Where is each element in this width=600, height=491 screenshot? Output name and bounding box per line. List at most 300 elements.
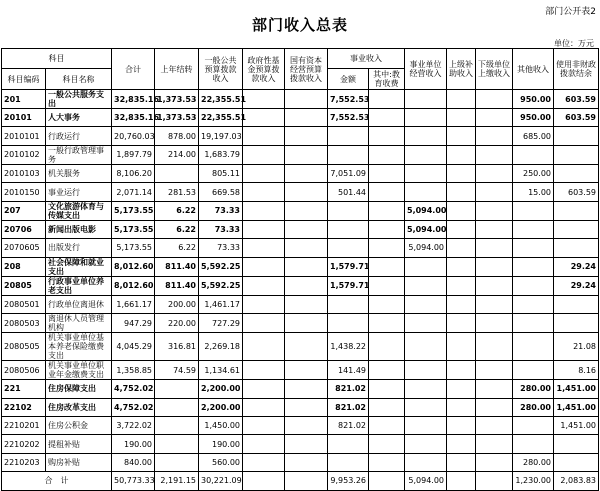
cell-other xyxy=(513,435,554,453)
cell-nontax: 603.59 xyxy=(554,90,599,109)
cell-nontax xyxy=(554,453,599,471)
cell-code: 208 xyxy=(2,257,46,276)
cell-general: 73.33 xyxy=(199,201,243,220)
cell-general: 5,592.25 xyxy=(199,257,243,276)
cell-career xyxy=(328,435,369,453)
cell-empty xyxy=(369,416,405,434)
cell-career xyxy=(328,314,369,333)
cell-unit_op xyxy=(405,314,447,333)
cell-empty xyxy=(476,220,513,238)
cell-code: 20706 xyxy=(2,220,46,238)
table-body xyxy=(2,90,599,491)
cell-name: 行政事业单位养老支出 xyxy=(46,276,112,295)
cell-empty xyxy=(285,239,328,257)
unit-label: 单位：万元 xyxy=(554,39,594,48)
cell-career: 501.44 xyxy=(328,183,369,201)
cell-unit_op xyxy=(405,361,447,380)
cell-empty xyxy=(447,435,476,453)
cell-empty xyxy=(243,145,285,164)
cell-empty xyxy=(447,380,476,398)
header-code: 科目编码 xyxy=(2,69,46,90)
cell-general: 19,197.03 xyxy=(199,127,243,145)
cell-nontax xyxy=(554,145,599,164)
cell-empty xyxy=(369,333,405,361)
cell-general: 2,200.00 xyxy=(199,380,243,398)
header-carryover: 上年结转 xyxy=(155,49,199,90)
cell-other: 250.00 xyxy=(513,164,554,182)
cell-general: 1,134.61 xyxy=(199,361,243,380)
cell-empty xyxy=(285,145,328,164)
cell-carryover: 214.00 xyxy=(155,145,199,164)
cell-name: 住房公积金 xyxy=(46,416,112,434)
table-row xyxy=(2,453,599,471)
cell-general: 727.29 xyxy=(199,314,243,333)
cell-code: 2210202 xyxy=(2,435,46,453)
cell-other xyxy=(513,361,554,380)
table-row xyxy=(2,276,599,295)
cell-code: 2080501 xyxy=(2,295,46,313)
cell-nontax xyxy=(554,164,599,182)
cell-unit_op xyxy=(405,183,447,201)
cell-general: 73.33 xyxy=(199,220,243,238)
cell-empty xyxy=(447,257,476,276)
cell-code: 2010103 xyxy=(2,164,46,182)
cell-empty xyxy=(476,333,513,361)
cell-total: 32,835.16 xyxy=(112,90,155,109)
header-general-budget: 一般公共预算拨款收入 xyxy=(199,49,243,90)
cell-empty xyxy=(243,239,285,257)
cell-code: 207 xyxy=(2,201,46,220)
cell-empty xyxy=(447,127,476,145)
cell-empty xyxy=(243,314,285,333)
cell-other: 950.00 xyxy=(513,90,554,109)
cell-name: 一般公共服务支出 xyxy=(46,90,112,109)
cell-empty xyxy=(243,398,285,416)
table-row xyxy=(2,220,599,238)
cell-carryover: 811.40 xyxy=(155,276,199,295)
table-row xyxy=(2,398,599,416)
cell-empty xyxy=(285,295,328,313)
cell-total: 5,173.55 xyxy=(112,220,155,238)
cell-empty xyxy=(476,201,513,220)
cell-empty xyxy=(243,333,285,361)
table-number-label: 部门公开表2 xyxy=(545,7,596,17)
cell-carryover: 811.40 xyxy=(155,257,199,276)
cell-general: 1,683.79 xyxy=(199,145,243,164)
table-row xyxy=(2,109,599,127)
total-nontax: 2,083.83 xyxy=(554,472,599,490)
cell-name: 住房改革支出 xyxy=(46,398,112,416)
header-other-income: 其他收入 xyxy=(513,49,554,90)
cell-empty xyxy=(285,127,328,145)
cell-empty xyxy=(476,295,513,313)
cell-empty xyxy=(476,435,513,453)
cell-name: 住房保障支出 xyxy=(46,380,112,398)
cell-unit_op xyxy=(405,90,447,109)
cell-career xyxy=(328,127,369,145)
cell-total: 5,173.55 xyxy=(112,201,155,220)
cell-career: 7,552.53 xyxy=(328,90,369,109)
cell-empty xyxy=(285,361,328,380)
cell-empty xyxy=(369,314,405,333)
cell-career: 141.49 xyxy=(328,361,369,380)
cell-name: 机关事业单位职业年金缴费支出 xyxy=(46,361,112,380)
cell-general: 5,592.25 xyxy=(199,276,243,295)
cell-name: 人大事务 xyxy=(46,109,112,127)
cell-nontax xyxy=(554,314,599,333)
totals-label: 合 计 xyxy=(2,472,112,490)
cell-empty xyxy=(369,145,405,164)
cell-total: 1,358.85 xyxy=(112,361,155,380)
cell-total: 4,752.02 xyxy=(112,380,155,398)
total-total: 50,773.33 xyxy=(112,472,155,490)
cell-empty xyxy=(447,416,476,434)
cell-carryover: 6.22 xyxy=(155,220,199,238)
cell-empty xyxy=(285,314,328,333)
cell-total: 947.29 xyxy=(112,314,155,333)
cell-empty xyxy=(447,314,476,333)
cell-empty xyxy=(285,435,328,453)
cell-empty xyxy=(369,90,405,109)
cell-nontax: 29.24 xyxy=(554,276,599,295)
cell-nontax: 603.59 xyxy=(554,109,599,127)
cell-empty xyxy=(476,398,513,416)
cell-unit_op xyxy=(405,398,447,416)
cell-general: 2,200.00 xyxy=(199,398,243,416)
table-row xyxy=(2,361,599,380)
cell-unit_op xyxy=(405,109,447,127)
cell-empty xyxy=(285,472,328,490)
cell-unit_op xyxy=(405,333,447,361)
cell-other: 15.00 xyxy=(513,183,554,201)
cell-empty xyxy=(476,109,513,127)
table-row xyxy=(2,416,599,434)
cell-total: 8,012.60 xyxy=(112,276,155,295)
cell-other xyxy=(513,295,554,313)
cell-total: 3,722.02 xyxy=(112,416,155,434)
cell-total: 1,661.17 xyxy=(112,295,155,313)
cell-empty xyxy=(243,201,285,220)
cell-career xyxy=(328,220,369,238)
cell-name: 文化旅游体育与传媒支出 xyxy=(46,201,112,220)
cell-unit_op xyxy=(405,276,447,295)
header-total: 合计 xyxy=(112,49,155,90)
cell-empty xyxy=(447,398,476,416)
cell-career: 1,579.71 xyxy=(328,257,369,276)
total-unit_op: 5,094.00 xyxy=(405,472,447,490)
table-row xyxy=(2,435,599,453)
cell-unit_op xyxy=(405,257,447,276)
cell-empty xyxy=(447,220,476,238)
cell-carryover xyxy=(155,380,199,398)
cell-total: 190.00 xyxy=(112,435,155,453)
table-row xyxy=(2,90,599,109)
header-nontax-fund: 使用非财政拨款结余 xyxy=(554,49,599,90)
cell-career: 1,579.71 xyxy=(328,276,369,295)
cell-carryover: 200.00 xyxy=(155,295,199,313)
cell-career: 821.02 xyxy=(328,416,369,434)
cell-empty xyxy=(243,380,285,398)
cell-carryover: 878.00 xyxy=(155,127,199,145)
cell-empty xyxy=(476,361,513,380)
cell-name: 机关服务 xyxy=(46,164,112,182)
cell-empty xyxy=(243,276,285,295)
cell-empty xyxy=(447,361,476,380)
cell-total: 5,173.55 xyxy=(112,239,155,257)
cell-empty xyxy=(476,90,513,109)
cell-carryover xyxy=(155,453,199,471)
cell-name: 提租补贴 xyxy=(46,435,112,453)
cell-career: 7,051.09 xyxy=(328,164,369,182)
table-row xyxy=(2,183,599,201)
cell-career xyxy=(328,201,369,220)
cell-nontax: 1,451.00 xyxy=(554,398,599,416)
cell-empty xyxy=(369,164,405,182)
cell-other xyxy=(513,201,554,220)
cell-empty xyxy=(243,472,285,490)
cell-career: 1,438.22 xyxy=(328,333,369,361)
cell-nontax: 21.08 xyxy=(554,333,599,361)
cell-general: 73.33 xyxy=(199,239,243,257)
header-career-income: 事业收入 xyxy=(328,49,405,69)
cell-empty xyxy=(476,472,513,490)
cell-total: 840.00 xyxy=(112,453,155,471)
cell-code: 2010102 xyxy=(2,145,46,164)
cell-empty xyxy=(285,109,328,127)
cell-name: 出版发行 xyxy=(46,239,112,257)
cell-carryover: 1,373.53 xyxy=(155,90,199,109)
cell-carryover xyxy=(155,416,199,434)
header-career-edu: 其中:教育收费 xyxy=(369,69,405,90)
cell-total: 20,760.03 xyxy=(112,127,155,145)
cell-unit_op xyxy=(405,127,447,145)
cell-total: 1,897.79 xyxy=(112,145,155,164)
cell-code: 2080503 xyxy=(2,314,46,333)
cell-other xyxy=(513,145,554,164)
cell-career: 7,552.53 xyxy=(328,109,369,127)
cell-name: 社会保障和就业支出 xyxy=(46,257,112,276)
cell-general: 805.11 xyxy=(199,164,243,182)
cell-code: 2210201 xyxy=(2,416,46,434)
cell-code: 221 xyxy=(2,380,46,398)
cell-empty xyxy=(476,416,513,434)
cell-nontax: 1,451.00 xyxy=(554,380,599,398)
cell-other xyxy=(513,239,554,257)
cell-other: 950.00 xyxy=(513,109,554,127)
cell-general: 2,269.18 xyxy=(199,333,243,361)
cell-name: 行政运行 xyxy=(46,127,112,145)
cell-general: 1,450.00 xyxy=(199,416,243,434)
table-row xyxy=(2,314,599,333)
table-row xyxy=(2,145,599,164)
cell-other xyxy=(513,314,554,333)
cell-empty xyxy=(369,257,405,276)
cell-nontax: 29.24 xyxy=(554,257,599,276)
cell-nontax: 603.59 xyxy=(554,183,599,201)
cell-empty xyxy=(369,472,405,490)
cell-empty xyxy=(285,276,328,295)
cell-empty xyxy=(243,183,285,201)
cell-empty xyxy=(285,220,328,238)
table-row xyxy=(2,257,599,276)
cell-other xyxy=(513,276,554,295)
cell-career: 821.02 xyxy=(328,398,369,416)
cell-empty xyxy=(369,453,405,471)
cell-career xyxy=(328,239,369,257)
cell-empty xyxy=(243,127,285,145)
total-carryover: 2,191.15 xyxy=(155,472,199,490)
cell-nontax xyxy=(554,239,599,257)
cell-other xyxy=(513,220,554,238)
cell-career: 821.02 xyxy=(328,380,369,398)
cell-carryover: 1,373.53 xyxy=(155,109,199,127)
cell-nontax xyxy=(554,435,599,453)
cell-empty xyxy=(476,145,513,164)
cell-unit_op: 5,094.00 xyxy=(405,201,447,220)
cell-general: 22,355.51 xyxy=(199,109,243,127)
cell-empty xyxy=(243,109,285,127)
cell-empty xyxy=(369,398,405,416)
cell-empty xyxy=(243,453,285,471)
cell-empty xyxy=(285,416,328,434)
cell-general: 560.00 xyxy=(199,453,243,471)
table-row xyxy=(2,164,599,182)
cell-empty xyxy=(285,257,328,276)
cell-empty xyxy=(243,361,285,380)
cell-code: 201 xyxy=(2,90,46,109)
cell-name: 离退休人员管理机构 xyxy=(46,314,112,333)
header-superior-subsidy: 上级补助收入 xyxy=(447,49,476,90)
cell-carryover: 316.81 xyxy=(155,333,199,361)
cell-name: 机关事业单位基本养老保险缴费支出 xyxy=(46,333,112,361)
cell-empty xyxy=(476,164,513,182)
cell-empty xyxy=(243,257,285,276)
cell-total: 8,012.60 xyxy=(112,257,155,276)
table-row xyxy=(2,295,599,313)
cell-code: 2070605 xyxy=(2,239,46,257)
cell-empty xyxy=(243,295,285,313)
cell-nontax: 8.16 xyxy=(554,361,599,380)
cell-code: 22102 xyxy=(2,398,46,416)
cell-nontax xyxy=(554,220,599,238)
cell-empty xyxy=(476,453,513,471)
cell-carryover: 281.53 xyxy=(155,183,199,201)
header-unit-operation: 事业单位经营收入 xyxy=(405,49,447,90)
cell-empty xyxy=(369,295,405,313)
cell-empty xyxy=(476,257,513,276)
cell-empty xyxy=(243,90,285,109)
cell-code: 2080505 xyxy=(2,333,46,361)
table-row xyxy=(2,127,599,145)
cell-empty xyxy=(476,127,513,145)
totals-row xyxy=(2,472,599,490)
cell-empty xyxy=(447,295,476,313)
cell-empty xyxy=(285,164,328,182)
total-general: 30,221.09 xyxy=(199,472,243,490)
cell-empty xyxy=(285,380,328,398)
cell-name: 行政单位离退休 xyxy=(46,295,112,313)
cell-other xyxy=(513,416,554,434)
cell-code: 20805 xyxy=(2,276,46,295)
cell-nontax: 1,451.00 xyxy=(554,416,599,434)
cell-empty xyxy=(369,239,405,257)
cell-empty xyxy=(369,220,405,238)
cell-empty xyxy=(243,220,285,238)
cell-empty xyxy=(285,333,328,361)
cell-other: 280.00 xyxy=(513,380,554,398)
cell-total: 32,835.16 xyxy=(112,109,155,127)
cell-carryover xyxy=(155,164,199,182)
total-career: 9,953.26 xyxy=(328,472,369,490)
cell-career xyxy=(328,145,369,164)
cell-empty xyxy=(243,435,285,453)
cell-nontax xyxy=(554,201,599,220)
cell-empty xyxy=(476,380,513,398)
cell-empty xyxy=(447,276,476,295)
cell-empty xyxy=(476,239,513,257)
cell-total: 4,045.29 xyxy=(112,333,155,361)
cell-empty xyxy=(369,109,405,127)
table-row xyxy=(2,333,599,361)
header-subordinate-pay: 下级单位上缴收入 xyxy=(476,49,513,90)
cell-unit_op xyxy=(405,380,447,398)
cell-name: 一般行政管理事务 xyxy=(46,145,112,164)
cell-empty xyxy=(285,453,328,471)
income-summary-table xyxy=(1,48,599,491)
cell-other: 280.00 xyxy=(513,453,554,471)
cell-empty xyxy=(476,276,513,295)
cell-total: 2,071.14 xyxy=(112,183,155,201)
cell-name: 购房补贴 xyxy=(46,453,112,471)
cell-code: 2210203 xyxy=(2,453,46,471)
cell-empty xyxy=(369,361,405,380)
cell-empty xyxy=(369,380,405,398)
cell-empty xyxy=(369,435,405,453)
cell-general: 190.00 xyxy=(199,435,243,453)
cell-carryover: 6.22 xyxy=(155,239,199,257)
cell-empty xyxy=(447,109,476,127)
header-state-capital: 国有资本经营预算拨款收入 xyxy=(285,49,328,90)
cell-carryover: 74.59 xyxy=(155,361,199,380)
cell-unit_op xyxy=(405,453,447,471)
cell-empty xyxy=(476,314,513,333)
cell-code: 2010101 xyxy=(2,127,46,145)
cell-career xyxy=(328,453,369,471)
cell-code: 2010150 xyxy=(2,183,46,201)
table-row xyxy=(2,201,599,220)
cell-other: 685.00 xyxy=(513,127,554,145)
cell-empty xyxy=(447,90,476,109)
cell-empty xyxy=(447,164,476,182)
cell-total: 4,752.02 xyxy=(112,398,155,416)
cell-unit_op xyxy=(405,164,447,182)
cell-empty xyxy=(447,183,476,201)
cell-code: 20101 xyxy=(2,109,46,127)
total-other: 1,230.00 xyxy=(513,472,554,490)
cell-unit_op xyxy=(405,145,447,164)
cell-empty xyxy=(447,145,476,164)
cell-other xyxy=(513,333,554,361)
cell-other xyxy=(513,257,554,276)
cell-empty xyxy=(369,127,405,145)
cell-name: 事业运行 xyxy=(46,183,112,201)
header-subject: 科目 xyxy=(2,49,112,69)
cell-empty xyxy=(285,90,328,109)
cell-empty xyxy=(369,183,405,201)
cell-other: 280.00 xyxy=(513,398,554,416)
cell-total: 8,106.20 xyxy=(112,164,155,182)
cell-empty xyxy=(476,183,513,201)
